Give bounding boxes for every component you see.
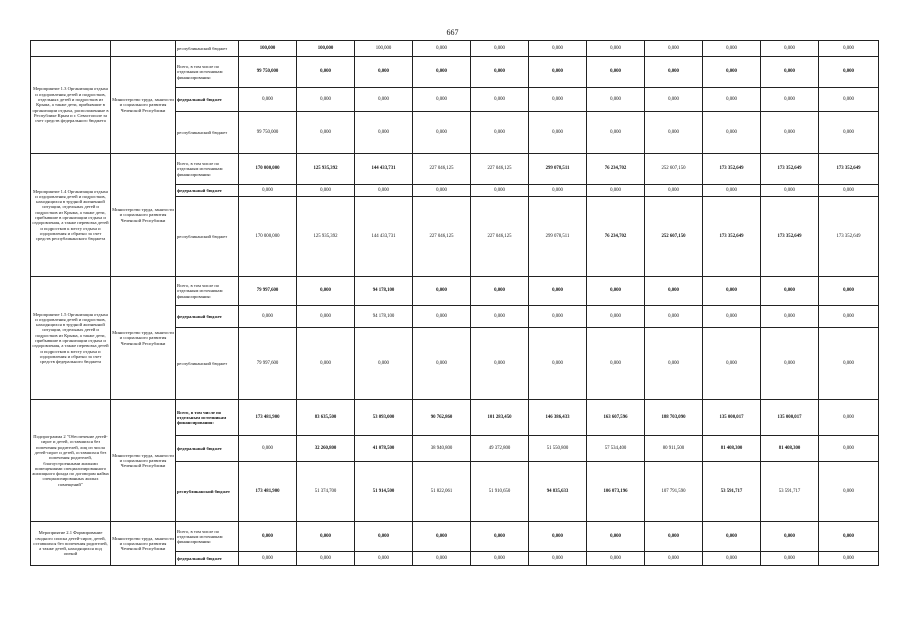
- value-cell: 0,000: [471, 57, 529, 88]
- value-cell: 0,000: [413, 185, 471, 197]
- value-cell: 51 910,650: [471, 462, 529, 522]
- activity-cell: Мероприятие 2.1 Формирование сводного списка детей-сирот, детей, оставшихся без попечения родителей, а также детей, находящихся под опекой: [31, 522, 111, 566]
- value-cell: 0,000: [529, 277, 587, 306]
- value-cell: 227 046,125: [413, 154, 471, 185]
- activity-cell: [31, 41, 111, 57]
- value-cell: 0,000: [819, 436, 879, 462]
- value-cell: 0,000: [529, 328, 587, 400]
- table-row: [31, 154, 879, 185]
- value-cell: 0,000: [587, 552, 645, 566]
- value-cell: 57 534,400: [587, 436, 645, 462]
- value-cell: 76 234,702: [587, 154, 645, 185]
- value-cell: 299 078,511: [529, 197, 587, 277]
- value-cell: 0,000: [703, 306, 761, 328]
- value-cell: 0,000: [471, 552, 529, 566]
- value-cell: 0,000: [413, 328, 471, 400]
- value-cell: 0,000: [297, 522, 355, 552]
- value-cell: 0,000: [355, 552, 413, 566]
- funding-source-cell: Всего, в том числе по отдельным источникам финансирования:: [176, 57, 239, 88]
- value-cell: 0,000: [587, 112, 645, 154]
- responsible-cell: Министерство труда, занятости и социального развития Чеченской Республики: [111, 57, 176, 154]
- value-cell: 49 372,800: [471, 436, 529, 462]
- value-cell: 0,000: [819, 57, 879, 88]
- value-cell: 0,000: [703, 522, 761, 552]
- value-cell: 0,000: [471, 88, 529, 112]
- value-cell: 0,000: [645, 41, 703, 57]
- value-cell: 0,000: [645, 112, 703, 154]
- value-cell: 0,000: [819, 41, 879, 57]
- value-cell: 0,000: [413, 112, 471, 154]
- value-cell: 0,000: [297, 552, 355, 566]
- value-cell: 0,000: [239, 552, 297, 566]
- funding-source-cell: федеральный бюджет: [176, 88, 239, 112]
- responsible-cell: Министерство труда, занятости и социального развития Чеченской Республики: [111, 400, 176, 522]
- responsible-cell: Министерство труда, занятости и социального развития Чеченской Республики: [111, 154, 176, 277]
- value-cell: 0,000: [413, 277, 471, 306]
- value-cell: 173 352,649: [819, 197, 879, 277]
- value-cell: 0,000: [645, 306, 703, 328]
- responsible-cell: Министерство труда, занятости и социального развития Чеченской Республики: [111, 277, 176, 400]
- value-cell: 0,000: [645, 552, 703, 566]
- value-cell: 0,000: [355, 522, 413, 552]
- value-cell: 0,000: [761, 552, 819, 566]
- value-cell: 81 408,300: [761, 436, 819, 462]
- value-cell: 227 046,125: [471, 154, 529, 185]
- value-cell: 173 352,649: [761, 197, 819, 277]
- value-cell: 144 433,731: [355, 197, 413, 277]
- value-cell: 0,000: [529, 552, 587, 566]
- value-cell: 41 078,500: [355, 436, 413, 462]
- table-row: [31, 57, 879, 88]
- value-cell: 0,000: [297, 112, 355, 154]
- value-cell: 0,000: [355, 328, 413, 400]
- value-cell: 106 073,196: [587, 462, 645, 522]
- activity-cell: Подпрограмма 2 "Обеспечение детей-сирот и детей, оставшихся без попечения родителей, лиц из числа детей-сирот и детей, оставшихся без попечения родителей, благоустроенными жилыми помещениями специализированного жилищного фонда по договорам найма специализированных жилых помещений": [31, 400, 111, 522]
- value-cell: 0,000: [529, 41, 587, 57]
- value-cell: 0,000: [239, 306, 297, 328]
- table-body: [31, 41, 879, 566]
- value-cell: 0,000: [471, 112, 529, 154]
- value-cell: 32 260,800: [297, 436, 355, 462]
- value-cell: 0,000: [587, 277, 645, 306]
- value-cell: 0,000: [471, 306, 529, 328]
- value-cell: 51 550,800: [529, 436, 587, 462]
- value-cell: 0,000: [239, 185, 297, 197]
- value-cell: 0,000: [471, 277, 529, 306]
- value-cell: 100,000: [355, 41, 413, 57]
- value-cell: 101 283,450: [471, 400, 529, 436]
- activity-cell: Мероприятие 1.4 Организация отдыха и оздоровления детей и подростков, находящихся в трудной жизненной ситуации, отдельных детей и подростков из Крыма, а также дети, прибывшие в организации отдыха и оздоровления, а также перевозка детей и подростков к месту отдыха и оздоровления и обратно за счет средств республиканского бюджета: [31, 154, 111, 277]
- value-cell: 0,000: [703, 328, 761, 400]
- value-cell: 173 352,649: [703, 197, 761, 277]
- value-cell: 0,000: [529, 112, 587, 154]
- value-cell: 0,000: [297, 306, 355, 328]
- value-cell: 0,000: [819, 112, 879, 154]
- value-cell: 79 997,600: [239, 328, 297, 400]
- value-cell: 53 591,717: [761, 462, 819, 522]
- value-cell: 0,000: [413, 41, 471, 57]
- value-cell: 0,000: [355, 88, 413, 112]
- funding-source-cell: федеральный бюджет: [176, 436, 239, 462]
- value-cell: 99 750,000: [239, 112, 297, 154]
- value-cell: 146 386,433: [529, 400, 587, 436]
- value-cell: 0,000: [761, 57, 819, 88]
- value-cell: 0,000: [587, 522, 645, 552]
- value-cell: 0,000: [819, 400, 879, 436]
- value-cell: 94 178,100: [355, 306, 413, 328]
- value-cell: 76 234,702: [587, 197, 645, 277]
- value-cell: 0,000: [703, 57, 761, 88]
- value-cell: 0,000: [819, 522, 879, 552]
- value-cell: 0,000: [529, 306, 587, 328]
- value-cell: 0,000: [645, 328, 703, 400]
- value-cell: 0,000: [355, 57, 413, 88]
- value-cell: 81 408,300: [703, 436, 761, 462]
- value-cell: 94 178,100: [355, 277, 413, 306]
- value-cell: 0,000: [645, 522, 703, 552]
- value-cell: 0,000: [587, 328, 645, 400]
- value-cell: 51 914,500: [355, 462, 413, 522]
- value-cell: 0,000: [529, 88, 587, 112]
- value-cell: 0,000: [413, 552, 471, 566]
- value-cell: 0,000: [703, 552, 761, 566]
- funding-source-cell: республиканский бюджет: [176, 112, 239, 154]
- value-cell: 0,000: [355, 112, 413, 154]
- value-cell: 144 433,731: [355, 154, 413, 185]
- page-number: 667: [446, 28, 459, 37]
- value-cell: 0,000: [297, 88, 355, 112]
- value-cell: 0,000: [297, 277, 355, 306]
- value-cell: 0,000: [297, 328, 355, 400]
- value-cell: 83 635,500: [297, 400, 355, 436]
- value-cell: 80 911,500: [645, 436, 703, 462]
- value-cell: 0,000: [703, 41, 761, 57]
- value-cell: 0,000: [703, 112, 761, 154]
- value-cell: 38 940,800: [413, 436, 471, 462]
- value-cell: 252 607,150: [645, 197, 703, 277]
- value-cell: 0,000: [703, 277, 761, 306]
- value-cell: 299 078,511: [529, 154, 587, 185]
- budget-table: [30, 40, 879, 566]
- value-cell: 0,000: [413, 306, 471, 328]
- value-cell: 79 997,600: [239, 277, 297, 306]
- value-cell: 0,000: [297, 57, 355, 88]
- value-cell: 99 750,000: [239, 57, 297, 88]
- value-cell: 0,000: [587, 306, 645, 328]
- value-cell: 94 835,633: [529, 462, 587, 522]
- value-cell: 0,000: [645, 185, 703, 197]
- value-cell: 0,000: [471, 522, 529, 552]
- value-cell: 173 352,649: [703, 154, 761, 185]
- value-cell: 135 000,017: [703, 400, 761, 436]
- funding-source-cell: федеральный бюджет: [176, 185, 239, 197]
- value-cell: 170 000,000: [239, 154, 297, 185]
- value-cell: 0,000: [761, 41, 819, 57]
- value-cell: 0,000: [819, 185, 879, 197]
- value-cell: 0,000: [529, 57, 587, 88]
- value-cell: 0,000: [761, 88, 819, 112]
- value-cell: 0,000: [587, 88, 645, 112]
- value-cell: 0,000: [239, 436, 297, 462]
- value-cell: 0,000: [239, 88, 297, 112]
- funding-source-cell: республиканский бюджет: [176, 328, 239, 400]
- value-cell: 0,000: [703, 88, 761, 112]
- value-cell: 188 703,090: [645, 400, 703, 436]
- value-cell: 100,000: [239, 41, 297, 57]
- value-cell: 0,000: [587, 185, 645, 197]
- value-cell: 173 352,649: [761, 154, 819, 185]
- value-cell: 0,000: [819, 306, 879, 328]
- value-cell: 0,000: [645, 57, 703, 88]
- value-cell: 53 093,000: [355, 400, 413, 436]
- value-cell: 0,000: [819, 88, 879, 112]
- value-cell: 107 791,590: [645, 462, 703, 522]
- value-cell: 0,000: [819, 277, 879, 306]
- funding-source-cell: Всего, в том числе по отдельным источникам финансирования:: [176, 400, 239, 436]
- value-cell: 0,000: [819, 552, 879, 566]
- value-cell: 0,000: [761, 306, 819, 328]
- value-cell: 0,000: [761, 277, 819, 306]
- funding-source-cell: республиканский бюджет: [176, 462, 239, 522]
- value-cell: 0,000: [761, 522, 819, 552]
- value-cell: 0,000: [587, 57, 645, 88]
- value-cell: 0,000: [355, 185, 413, 197]
- value-cell: 227 046,125: [471, 197, 529, 277]
- value-cell: 163 607,596: [587, 400, 645, 436]
- funding-source-cell: республиканский бюджет: [176, 41, 239, 57]
- value-cell: 0,000: [239, 522, 297, 552]
- value-cell: 0,000: [529, 185, 587, 197]
- value-cell: 0,000: [471, 41, 529, 57]
- value-cell: 90 762,860: [413, 400, 471, 436]
- table-row: [31, 522, 879, 552]
- funding-source-cell: Всего, в том числе по отдельным источникам финансирования:: [176, 154, 239, 185]
- value-cell: 173 481,900: [239, 462, 297, 522]
- value-cell: 125 935,392: [297, 197, 355, 277]
- value-cell: 125 935,392: [297, 154, 355, 185]
- value-cell: 0,000: [761, 112, 819, 154]
- table-row: [31, 41, 879, 57]
- value-cell: 252 607,150: [645, 154, 703, 185]
- responsible-cell: Министерство труда, занятости и социального развития Чеченской Республики: [111, 522, 176, 566]
- value-cell: 0,000: [645, 88, 703, 112]
- table-row: [31, 277, 879, 306]
- value-cell: 0,000: [529, 522, 587, 552]
- funding-source-cell: республиканский бюджет: [176, 197, 239, 277]
- activity-cell: Мероприятие 1.3 Организация отдыха и оздоровления детей и подростков, отдельных детей и подростков из Крыма, а также дети, прибывшие в организации отдыха, расположенные в Республике Крым и г. Севастополе за счет средств федерального бюджета: [31, 57, 111, 154]
- funding-source-cell: Всего, в том числе по отдельным источникам финансирования:: [176, 277, 239, 306]
- value-cell: 51 822,061: [413, 462, 471, 522]
- value-cell: 51 374,700: [297, 462, 355, 522]
- value-cell: 0,000: [819, 462, 879, 522]
- value-cell: 0,000: [413, 88, 471, 112]
- value-cell: 170 000,000: [239, 197, 297, 277]
- table-row: [31, 400, 879, 436]
- value-cell: 173 352,649: [819, 154, 879, 185]
- value-cell: 0,000: [413, 57, 471, 88]
- funding-source-cell: федеральный бюджет: [176, 552, 239, 566]
- activity-cell: Мероприятие 1.5 Организация отдыха и оздоровления детей и подростков, находящихся в трудной жизненной ситуации, отдельных детей и подростков из Крыма, а также дети, прибывшие в организации отдыха и оздоровления, а также перевозка детей и подростков к месту отдыха и оздоровления и обратно за счет средств федерального бюджета: [31, 277, 111, 400]
- value-cell: 0,000: [703, 185, 761, 197]
- value-cell: 0,000: [471, 185, 529, 197]
- value-cell: 0,000: [413, 522, 471, 552]
- responsible-cell: [111, 41, 176, 57]
- value-cell: 0,000: [819, 328, 879, 400]
- value-cell: 0,000: [761, 185, 819, 197]
- value-cell: 0,000: [645, 277, 703, 306]
- value-cell: 0,000: [761, 328, 819, 400]
- value-cell: 0,000: [587, 41, 645, 57]
- funding-source-cell: федеральный бюджет: [176, 306, 239, 328]
- value-cell: 100,000: [297, 41, 355, 57]
- funding-source-cell: Всего, в том числе по отдельным источникам финансирования:: [176, 522, 239, 552]
- value-cell: 0,000: [297, 185, 355, 197]
- value-cell: 53 591,717: [703, 462, 761, 522]
- value-cell: 0,000: [471, 328, 529, 400]
- value-cell: 173 481,900: [239, 400, 297, 436]
- value-cell: 227 046,125: [413, 197, 471, 277]
- value-cell: 135 000,017: [761, 400, 819, 436]
